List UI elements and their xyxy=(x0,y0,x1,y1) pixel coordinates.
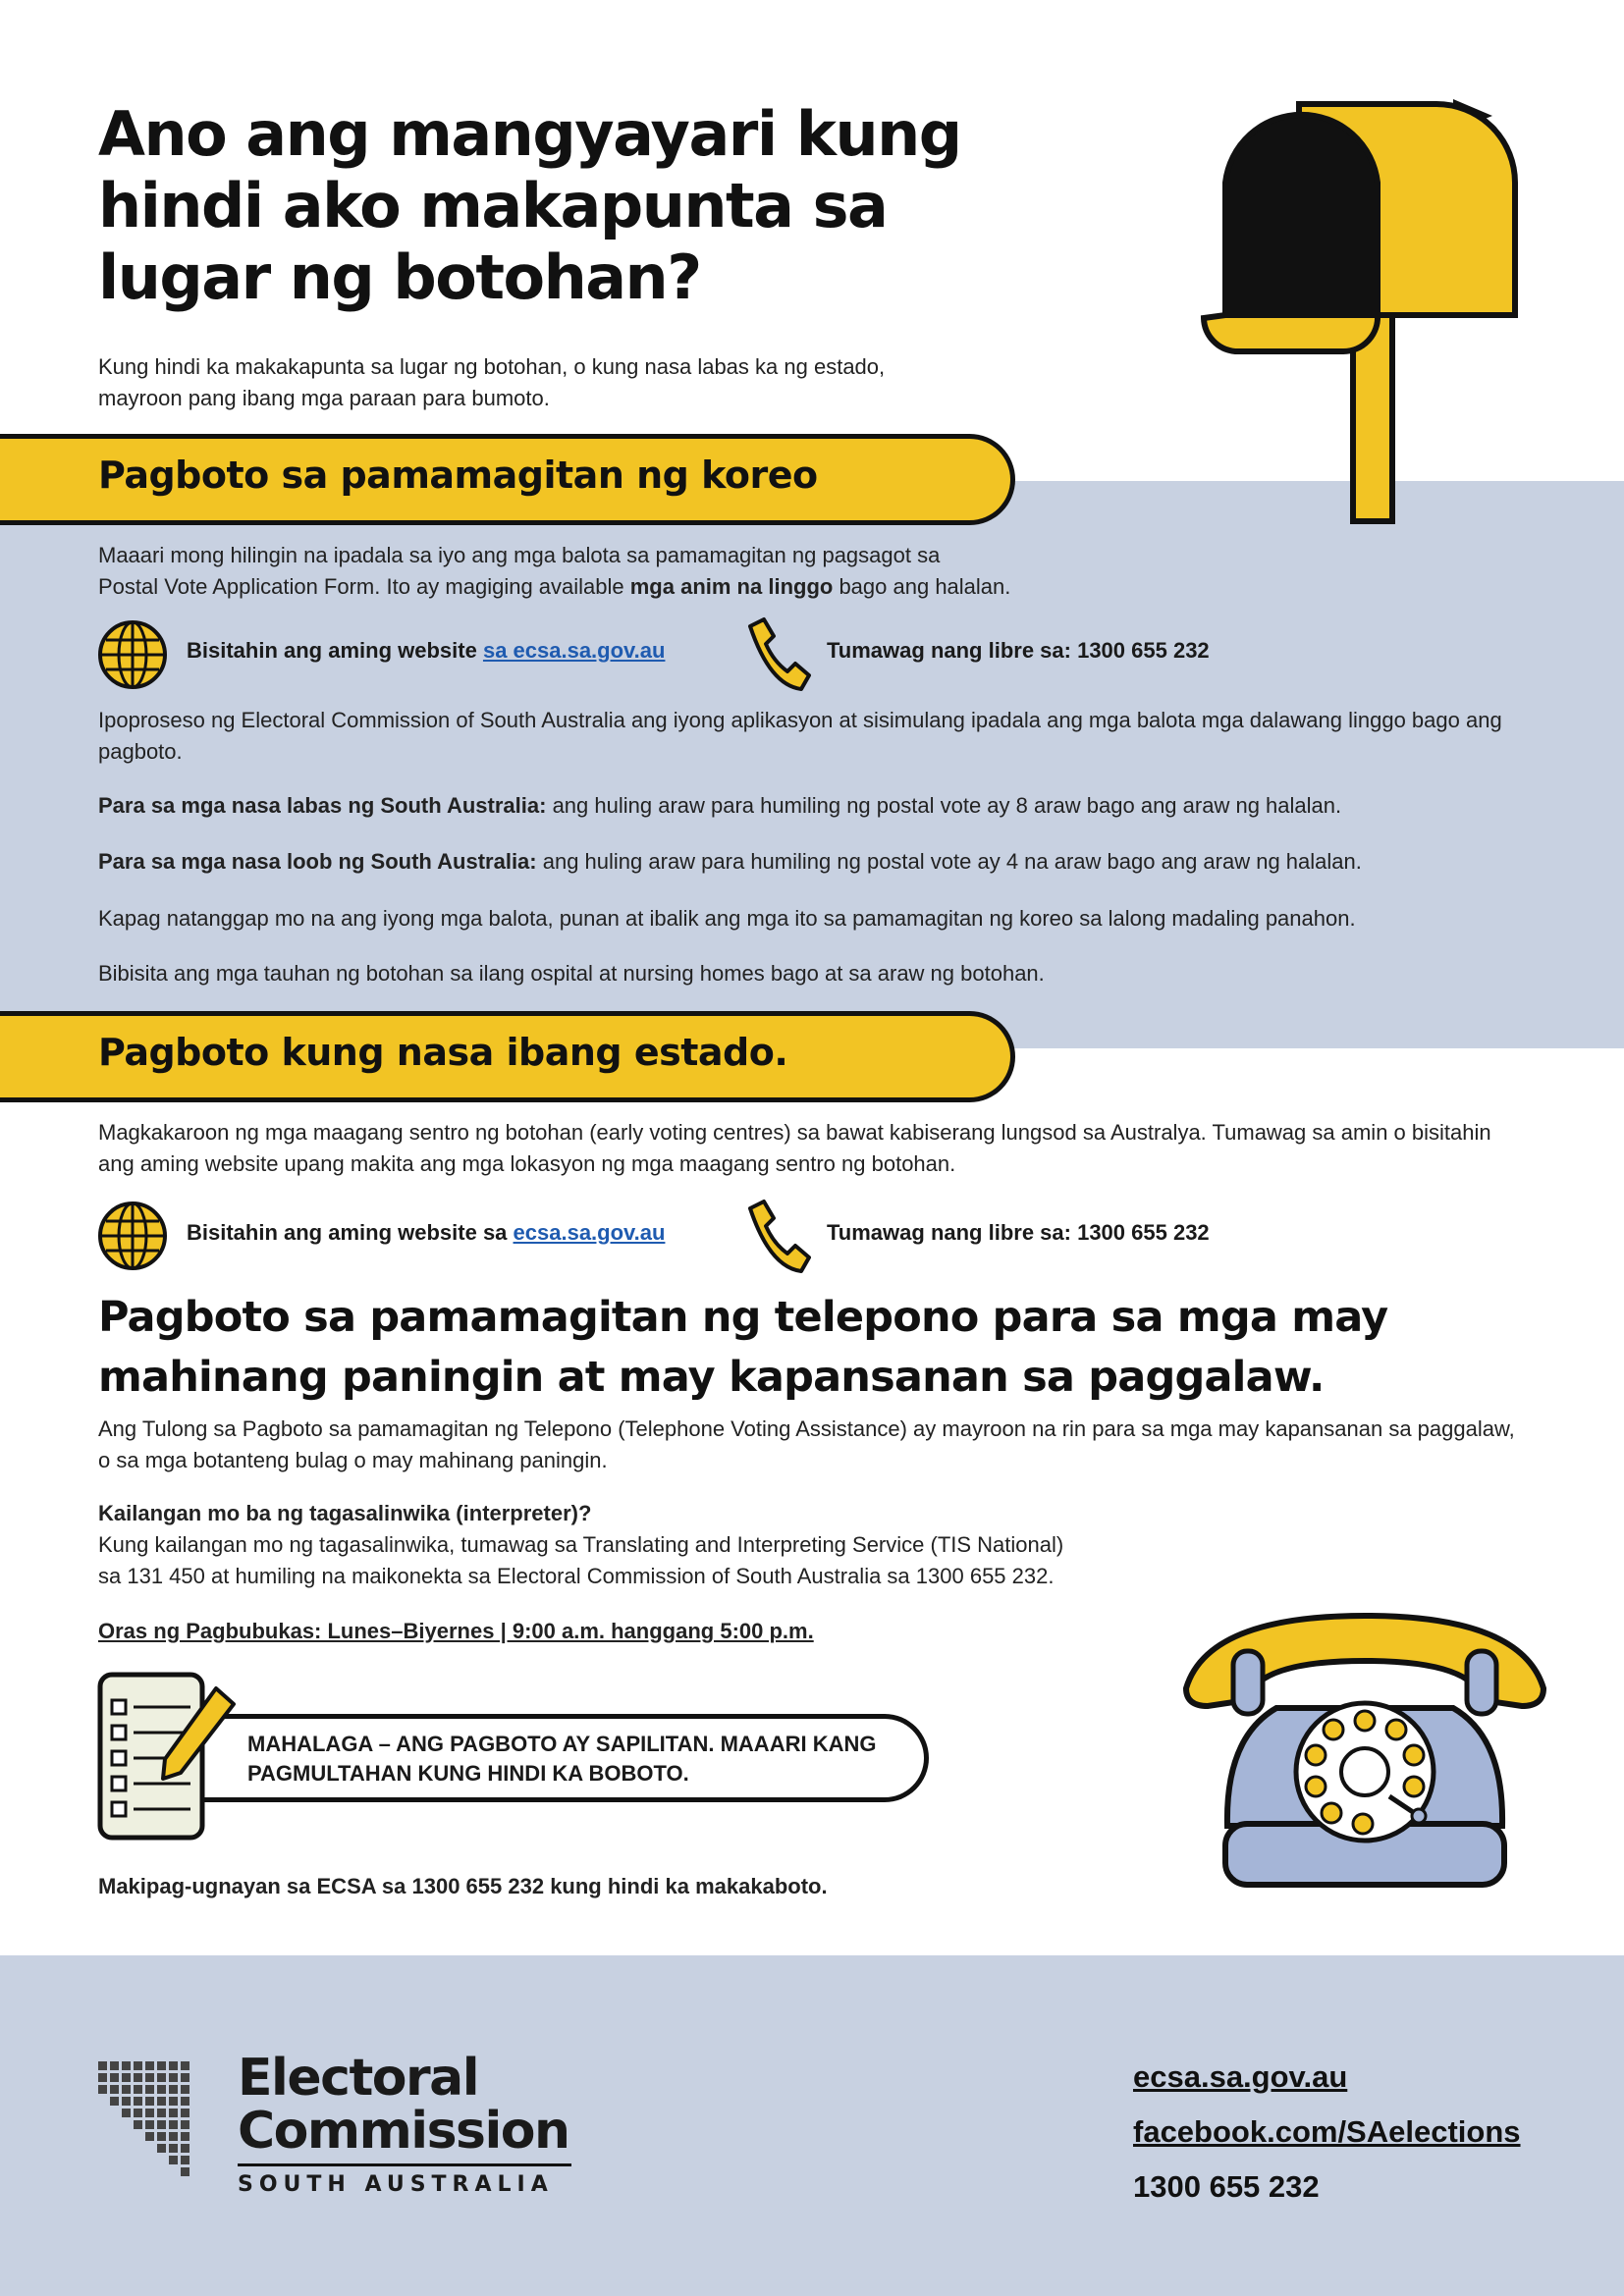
notice-line: MAHALAGA – ANG PAGBOTO AY SAPILITAN. MAAARI KANG xyxy=(247,1732,877,1756)
page-title xyxy=(98,98,1021,313)
text-span: ang huling araw para humiling ng postal vote ay 4 na araw bago ang araw ng halalan. xyxy=(536,849,1362,874)
emphasis: Para sa mga nasa labas ng South Australia: xyxy=(98,793,547,818)
checklist-icon xyxy=(96,1671,244,1843)
website-link[interactable]: sa ecsa.sa.gov.au xyxy=(482,638,666,663)
text-line: Kung kailangan mo ng tagasalinwika, tumawag sa Translating and Interpreting Service (TIS National) xyxy=(98,1532,1064,1557)
website-label: Bisitahin ang aming website sa xyxy=(187,1220,514,1245)
important-notice-text xyxy=(247,1730,876,1789)
website-contact xyxy=(187,638,665,664)
website-contact xyxy=(187,1220,665,1246)
postal-heading: Pagboto sa pamamagitan ng koreo xyxy=(98,454,818,497)
intro-line: Kung hindi ka makakapunta sa lugar ng botohan, o kung nasa labas ka ng estado, xyxy=(98,354,886,379)
heading-line: mahinang paningin at may kapansanan sa paggalaw. xyxy=(98,1353,1325,1402)
footer-phone: 1300 655 232 xyxy=(1133,2169,1320,2204)
postal-paragraph-5: Kapag natanggap mo na ang iyong mga balota, punan at ibalik ang mga ito sa pamamagitan ng koreo sa lalong madaling panahon. xyxy=(98,906,1356,931)
intro-text xyxy=(98,351,1041,414)
emphasis: Para sa mga nasa loob ng South Australia: xyxy=(98,849,537,874)
logo-subtitle: SOUTH AUSTRALIA xyxy=(238,2172,554,2197)
phone-voting-heading xyxy=(98,1288,1522,1408)
page-title-line: hindi ako makapunta sa xyxy=(98,170,888,241)
contact-note: Makipag-ugnayan sa ECSA sa 1300 655 232 kung hindi ka makakaboto. xyxy=(98,1874,828,1898)
page-title-line: Ano ang mangyayari kung xyxy=(98,98,961,170)
interpreter-question: Kailangan mo ba ng tagasalinwika (interpreter)? xyxy=(98,1501,592,1525)
website-label: Bisitahin ang aming website xyxy=(187,638,483,663)
logo-line: Commission xyxy=(238,2105,571,2166)
emphasis: mga anim na linggo xyxy=(629,574,834,599)
heading-line: Pagboto sa pamamagitan ng telepono para sa mga may xyxy=(98,1293,1388,1342)
rotary-telephone-icon xyxy=(1178,1610,1551,1895)
notice-line: PAGMULTAHAN KUNG HINDI KA BOBOTO. xyxy=(247,1761,689,1786)
text-line: Maaari mong hilingin na ipadala sa iyo ang mga balota sa pamamagitan ng pagsagot sa xyxy=(98,543,941,567)
globe-icon xyxy=(96,618,169,691)
phone-icon xyxy=(744,616,811,693)
footer-website-link[interactable]: ecsa.sa.gov.au xyxy=(1133,2059,1348,2094)
opening-hours: Oras ng Pagbubukas: Lunes–Biyernes | 9:00 a.m. hanggang 5:00 p.m. xyxy=(98,1619,814,1643)
website-link[interactable]: ecsa.sa.gov.au xyxy=(513,1220,666,1245)
phone-contact: Tumawag nang libre sa: 1300 655 232 xyxy=(827,1220,1210,1245)
electoral-commission-logo xyxy=(238,2049,571,2197)
phone-icon xyxy=(744,1199,811,1275)
globe-icon xyxy=(96,1200,169,1272)
text-span: Postal Vote Application Form. Ito ay magiging available xyxy=(98,574,630,599)
postal-paragraph-1 xyxy=(98,540,1375,603)
text-span: bago ang halalan. xyxy=(833,574,1011,599)
postal-paragraph-4 xyxy=(98,846,1522,878)
interpreter-section xyxy=(98,1498,1276,1592)
page-title-line: lugar ng botohan? xyxy=(98,241,701,313)
text-line: sa 131 450 at humiling na maikonekta sa Electoral Commission of South Australia sa 1300 655 232. xyxy=(98,1564,1055,1588)
footer-facebook-link[interactable]: facebook.com/SAelections xyxy=(1133,2114,1521,2149)
postal-paragraph-2: Ipoproseso ng Electoral Commission of South Australia ang iyong aplikasyon at sisimulang ipadala ang mga balota mga dalawang linggo bago ang pagboto. xyxy=(98,708,1502,764)
logo-line: Electoral xyxy=(238,2049,479,2108)
phone-contact: Tumawag nang libre sa: 1300 655 232 xyxy=(827,638,1210,663)
postal-paragraph-6: Bibisita ang mga tauhan ng botohan sa ilang ospital at nursing homes bago at sa araw ng botohan. xyxy=(98,961,1045,986)
text-line xyxy=(98,571,1375,603)
interstate-heading: Pagboto kung nasa ibang estado. xyxy=(98,1031,788,1074)
text-span: ang huling araw para humiling ng postal vote ay 8 araw bago ang araw ng halalan. xyxy=(546,793,1342,818)
postal-paragraph-3 xyxy=(98,790,1522,822)
mailbox-icon xyxy=(1196,94,1535,526)
interstate-paragraph: Magkakaroon ng mga maagang sentro ng botohan (early voting centres) sa bawat kabiserang lungsod sa Australya. Tumawag sa amin o bisitahin ang aming website upang makita ang mga lokasyon ng mga maagang sentro ng botohan. xyxy=(98,1120,1491,1176)
intro-line: mayroon pang ibang mga paraan para bumoto. xyxy=(98,386,550,410)
phone-voting-paragraph: Ang Tulong sa Pagboto sa pamamagitan ng Telepono (Telephone Voting Assistance) ay mayroon na rin para sa mga may kapansanan sa paggalaw, o sa mga botanteng bulag o may mahinang paningin. xyxy=(98,1416,1515,1472)
logo-grid-icon xyxy=(98,2061,234,2189)
